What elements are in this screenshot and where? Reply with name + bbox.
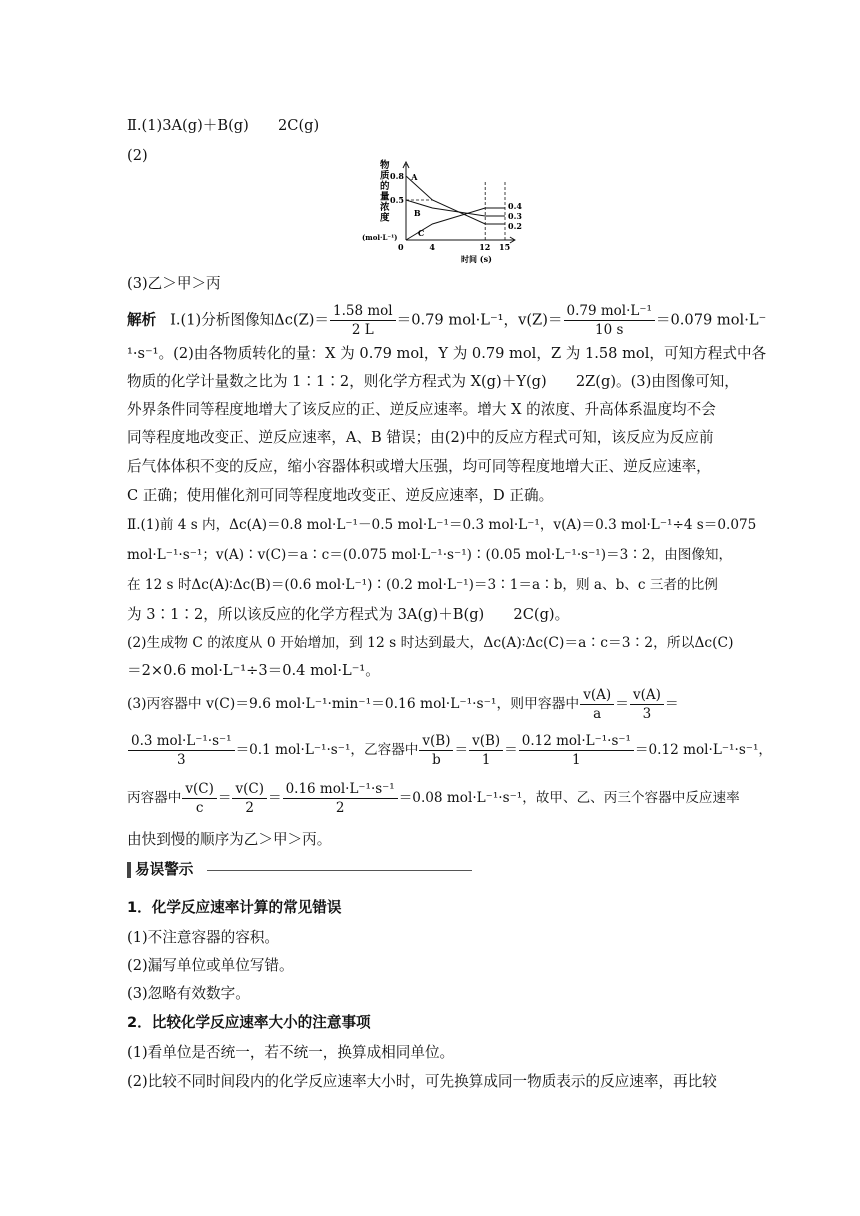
y-label-char: 浓 (380, 202, 390, 213)
x-axis-label: 时间 (s) (461, 254, 492, 264)
y-label-char: 质 (380, 170, 390, 182)
fraction: $\frac{\text{0.3 mol·L⁻¹·s⁻¹}}{3}$ (128, 732, 235, 769)
y-axis-unit: (mol·L⁻¹) (362, 233, 398, 242)
y-label-char: 物 (380, 160, 390, 171)
analysis-line-16: 丙容器中 $\frac{v(C)}{c}$ ＝ $\frac{v(C)}{2}$ ＝ $\frac{\text{0.16 mol·L⁻¹·s⁻¹}}{2}$ ＝0.08 mol·L⁻¹·s⁻¹，故甲、乙、丙三个容器中反应速率 (127, 781, 740, 816)
analysis-line-14: (3)丙容器中 v(C)＝9.6 mol·L⁻¹·min⁻¹＝0.16 mol·L⁻¹·s⁻¹，则甲容器中 $\frac{v(A)}{a}$ ＝ $\frac{v(A)}{3}$ ＝ (127, 687, 679, 722)
end-value-label: 0.4 (508, 201, 522, 211)
fraction: $\frac{v(A)}{3}$ (630, 686, 664, 723)
analysis-line-9: mol·L⁻¹·s⁻¹；v(A)∶v(C)＝a∶c＝(0.075 mol·L⁻¹·s⁻¹)∶(0.05 mol·L⁻¹·s⁻¹)＝3∶2，由图像知， (127, 547, 733, 563)
analysis-line-1: 解析 Ⅰ.(1)分析图像知Δc(Z)＝ $\frac{\text{1.58 mol}}{2 L}$ ＝0.79 mol·L⁻¹，v(Z)＝ $\frac{\text{0.79 mol·L⁻¹}}{10 s}$ ＝0.079 mol·L⁻ (127, 303, 767, 338)
x-tick-label: 0 (398, 242, 404, 252)
analysis-line-12: (2)生成物 C 的浓度从 0 开始增加，到 12 s 时达到最大，Δc(A)∶Δc(C)＝a∶c＝3∶2，所以Δc(C) (127, 635, 734, 651)
curve-label: B (413, 208, 421, 218)
y-tick-label: 0.8 (390, 171, 404, 181)
answer-part2-equation: Ⅱ.(1)3A(g)＋B(g) 2C(g) (127, 117, 320, 134)
analysis-line-3: 物质的化学计量数之比为 1∶1∶2，则化学方程式为 X(g)＋Y(g) 2Z(g)。(3)由图像可知， (127, 373, 739, 390)
analysis-line-15: $\frac{\text{0.3 mol·L⁻¹·s⁻¹}}{3}$ ＝0.1 mol·L⁻¹·s⁻¹，乙容器中 $\frac{v(B)}{b}$ ＝ $\frac{v(B)}{1}$ ＝ $\frac{\text{0.12 mol·L⁻¹·s⁻¹}}{1}$ ＝0.12 mol·L⁻¹·s⁻¹， (127, 732, 737, 768)
fraction: $\frac{v(B)}{1}$ (469, 732, 503, 769)
analysis-line-10: 在 12 s 时Δc(A)∶Δc(B)＝(0.6 mol·L⁻¹)∶(0.2 mol·L⁻¹)＝3∶1＝a∶b，则 a、b、c 三者的比例 (127, 577, 718, 593)
analysis-label: 解析 (127, 311, 157, 329)
curve-label: C (417, 228, 425, 238)
section-divider (207, 870, 472, 871)
fraction: $\frac{v(C)}{2}$ (232, 780, 267, 817)
x-tick-label: 15 (499, 242, 511, 252)
fraction: $\frac{\text{1.58 mol}}{2 L}$ (330, 302, 396, 339)
end-value-label: 0.3 (508, 211, 522, 221)
y-axis-label (380, 159, 390, 224)
analysis-line-8: Ⅱ.(1)前 4 s 内，Δc(A)＝0.8 mol·L⁻¹－0.5 mol·L⁻¹＝0.3 mol·L⁻¹，v(A)＝0.3 mol·L⁻¹÷4 s＝0.075 (127, 517, 757, 533)
warning-item: (2)漏写单位或单位写错。 (127, 957, 294, 974)
warning-section-title (127, 860, 472, 882)
y-label-char: 量 (380, 191, 390, 203)
section-marker (127, 862, 131, 878)
fraction: $\frac{v(C)}{c}$ (182, 780, 217, 817)
y-tick-label: 0.5 (390, 195, 404, 205)
curve-label: A (411, 172, 418, 182)
warning-item: (3)忽略有效数字。 (127, 985, 250, 1002)
warning-item: (2)比较不同时间段内的化学反应速率大小时，可先换算成同一物质表示的反应速率，再比较 (127, 1073, 717, 1090)
analysis-line-2: ¹·s⁻¹。(2)由各物质转化的量：X 为 0.79 mol，Y 为 0.79 mol，Z 为 1.58 mol，可知方程式中各 (127, 345, 767, 362)
fraction: $\frac{\text{0.12 mol·L⁻¹·s⁻¹}}{1}$ (519, 732, 634, 769)
y-label-char: 的 (380, 181, 390, 192)
analysis-line-13: ＝2×0.6 mol·L⁻¹÷3＝0.4 mol·L⁻¹。 (127, 662, 380, 679)
analysis-line-5: 同等程度地改变正、逆反应速率，A、B 错误；由(2)中的反应方程式可知，该反应为反应前 (127, 429, 714, 446)
x-tick-label: 4 (429, 242, 435, 252)
warning-heading-2: 2．比较化学反应速率大小的注意事项 (127, 1014, 371, 1031)
analysis-line-11: 为 3∶1∶2，所以该反应的化学方程式为 3A(g)＋B(g) 2C(g)。 (127, 606, 570, 623)
analysis-line-17: 由快到慢的顺序为乙＞甲＞丙。 (127, 831, 332, 848)
warning-item: (1)看单位是否统一，若不统一，换算成相同单位。 (127, 1044, 455, 1061)
answer-part3: (3)乙＞甲＞丙 (127, 275, 221, 292)
answer-part2-sub2: (2) (127, 147, 148, 164)
analysis-line-7: C 正确；使用催化剂可同等程度地改变正、逆反应速率，D 正确。 (127, 487, 554, 504)
y-label-char: 度 (380, 212, 390, 224)
end-value-label: 0.2 (508, 221, 522, 231)
concentration-time-graph (358, 158, 522, 266)
warning-item: (1)不注意容器的容积。 (127, 929, 280, 946)
fraction: $\frac{v(A)}{a}$ (580, 686, 614, 723)
fraction: $\frac{v(B)}{b}$ (419, 732, 453, 769)
warning-heading-1: 1．化学反应速率计算的常见错误 (127, 899, 342, 916)
x-tick-label: 12 (479, 242, 491, 252)
analysis-line-6: 后气体体积不变的反应，缩小容器体积或增大压强，均可同等程度地增大正、逆反应速率， (127, 458, 711, 475)
fraction: $\frac{\text{0.16 mol·L⁻¹·s⁻¹}}{2}$ (283, 780, 398, 817)
analysis-line-4: 外界条件同等程度地增大了该反应的正、逆反应速率。增大 X 的浓度、升高体系温度均不会 (127, 401, 716, 418)
fraction: $\frac{\text{0.79 mol·L⁻¹}}{10 s}$ (564, 302, 655, 339)
section-label: 易误警示 (135, 861, 194, 878)
